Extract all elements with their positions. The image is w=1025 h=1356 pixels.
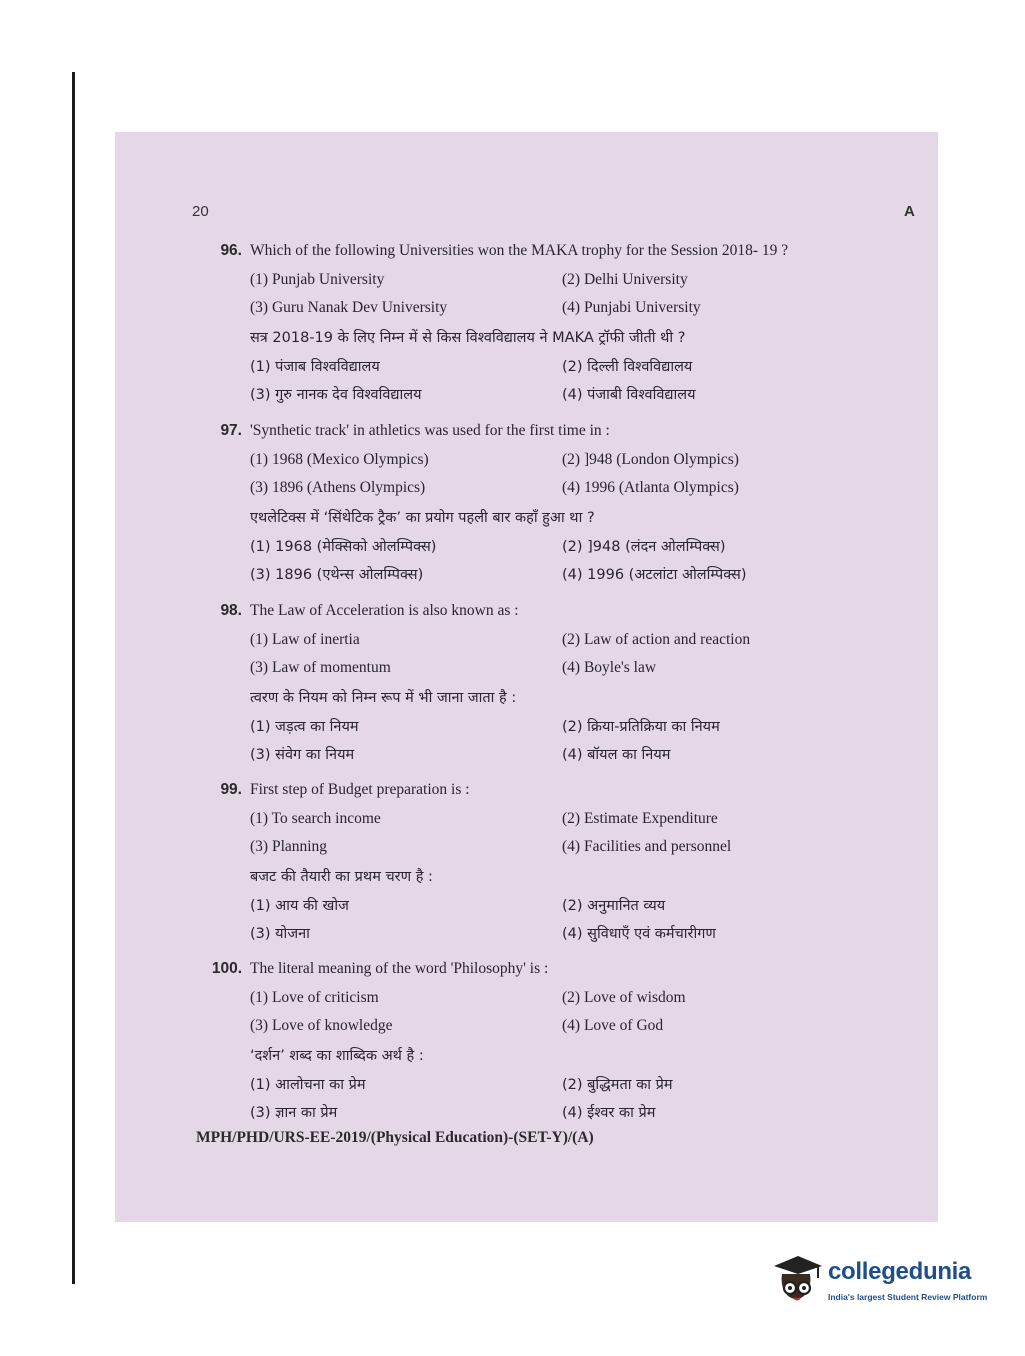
question-number: 96.	[220, 242, 242, 260]
option-hi: (1) आय की खोज	[250, 897, 349, 914]
watermark-tagline: India's largest Student Review Platform	[828, 1292, 988, 1302]
option-en: (1) 1968 (Mexico Olympics)	[250, 450, 429, 468]
question-text-hi: सत्र 2018-19 के लिए निम्न में से किस विश्वविद्यालय ने MAKA ट्रॉफी जीती थी ?	[250, 330, 686, 347]
question-text-en: The literal meaning of the word 'Philosophy' is :	[250, 960, 549, 978]
question-text-en: First step of Budget preparation is :	[250, 781, 470, 799]
question-text-en: Which of the following Universities won the MAKA trophy for the Session 2018- 19 ?	[250, 242, 789, 260]
option-hi: (1) पंजाब विश्वविद्यालय	[250, 358, 380, 375]
graduate-mascot-icon	[768, 1252, 824, 1308]
option-hi: (2) दिल्ली विश्वविद्यालय	[562, 358, 693, 375]
option-hi: (2) अनुमानित व्यय	[562, 897, 666, 914]
question-text-hi: त्वरण के नियम को निम्न रूप में भी जाना जाता है :	[250, 690, 517, 707]
option-en: (4) 1996 (Atlanta Olympics)	[562, 479, 739, 497]
option-hi: (3) गुरु नानक देव विश्वविद्यालय	[250, 387, 422, 404]
question-number: 98.	[220, 602, 242, 620]
option-en: (2) Law of action and reaction	[562, 630, 751, 648]
option-hi: (2) क्रिया-प्रतिक्रिया का नियम	[562, 718, 720, 735]
option-en: (4) Facilities and personnel	[562, 838, 732, 856]
page-number: 20	[192, 203, 209, 220]
option-hi: (4) बॉयल का नियम	[562, 747, 671, 764]
option-en: (4) Punjabi University	[562, 299, 701, 317]
question-number: 100.	[211, 960, 242, 978]
watermark-name: collegedunia	[828, 1258, 972, 1285]
option-en: (4) Boyle's law	[562, 659, 657, 677]
option-en: (3) 1896 (Athens Olympics)	[250, 479, 426, 497]
option-hi: (3) ज्ञान का प्रेम	[250, 1105, 338, 1122]
question-99	[192, 776, 912, 948]
watermark-logo[interactable]	[764, 1248, 1000, 1312]
option-hi: (4) सुविधाएँ एवं कर्मचारीगण	[562, 926, 716, 943]
option-en: (3) Planning	[250, 838, 328, 856]
option-en: (2) Estimate Expenditure	[562, 809, 718, 827]
option-hi: (3) 1896 (एथेन्स ओलम्पिक्स)	[250, 567, 424, 584]
option-hi: (4) ईश्वर का प्रेम	[562, 1105, 656, 1122]
option-hi: (4) पंजाबी विश्वविद्यालय	[562, 387, 696, 404]
option-hi: (3) संवेग का नियम	[250, 747, 355, 764]
option-en: (3) Guru Nanak Dev University	[250, 299, 448, 317]
question-96	[192, 237, 912, 409]
option-en: (2) Delhi University	[562, 270, 688, 288]
option-hi: (1) 1968 (मेक्सिको ओलम्पिक्स)	[250, 538, 437, 555]
question-number: 97.	[220, 422, 242, 440]
question-text-hi: ‘दर्शन’ शब्द का शाब्दिक अर्थ है :	[250, 1048, 424, 1065]
option-en: (4) Love of God	[562, 1017, 664, 1035]
option-hi: (4) 1996 (अटलांटा ओलम्पिक्स)	[562, 567, 747, 584]
question-text-en: 'Synthetic track' in athletics was used for the first time in :	[250, 422, 610, 440]
option-hi: (1) जड़त्व का नियम	[250, 718, 359, 735]
option-en: (1) To search income	[250, 809, 381, 827]
option-hi: (2) ]948 (लंदन ओलम्पिक्स)	[562, 538, 726, 555]
question-98	[192, 597, 912, 769]
exam-code-footer: MPH/PHD/URS-EE-2019/(Physical Education)-(SET-Y)/(A)	[196, 1129, 594, 1146]
question-100	[192, 955, 912, 1127]
option-hi: (3) योजना	[250, 926, 310, 943]
set-letter: A	[904, 203, 915, 220]
question-97	[192, 417, 912, 589]
option-hi: (1) आलोचना का प्रेम	[250, 1076, 366, 1093]
question-text-hi: एथलेटिक्स में ‘सिंथेटिक ट्रैक’ का प्रयोग पहली बार कहाँ हुआ था ?	[250, 510, 595, 527]
option-en: (3) Law of momentum	[250, 659, 391, 677]
question-text-en: The Law of Acceleration is also known as :	[250, 602, 519, 620]
option-en: (1) Love of criticism	[250, 988, 379, 1006]
question-number: 99.	[220, 781, 242, 799]
option-en: (3) Love of knowledge	[250, 1017, 393, 1035]
option-en: (2) Love of wisdom	[562, 988, 686, 1006]
option-hi: (2) बुद्धिमता का प्रेम	[562, 1076, 673, 1093]
option-en: (1) Punjab University	[250, 270, 385, 288]
option-en: (1) Law of inertia	[250, 630, 360, 648]
option-en: (2) ]948 (London Olympics)	[562, 450, 739, 468]
question-text-hi: बजट की तैयारी का प्रथम चरण है :	[250, 869, 433, 886]
scan-edge	[72, 72, 75, 1284]
